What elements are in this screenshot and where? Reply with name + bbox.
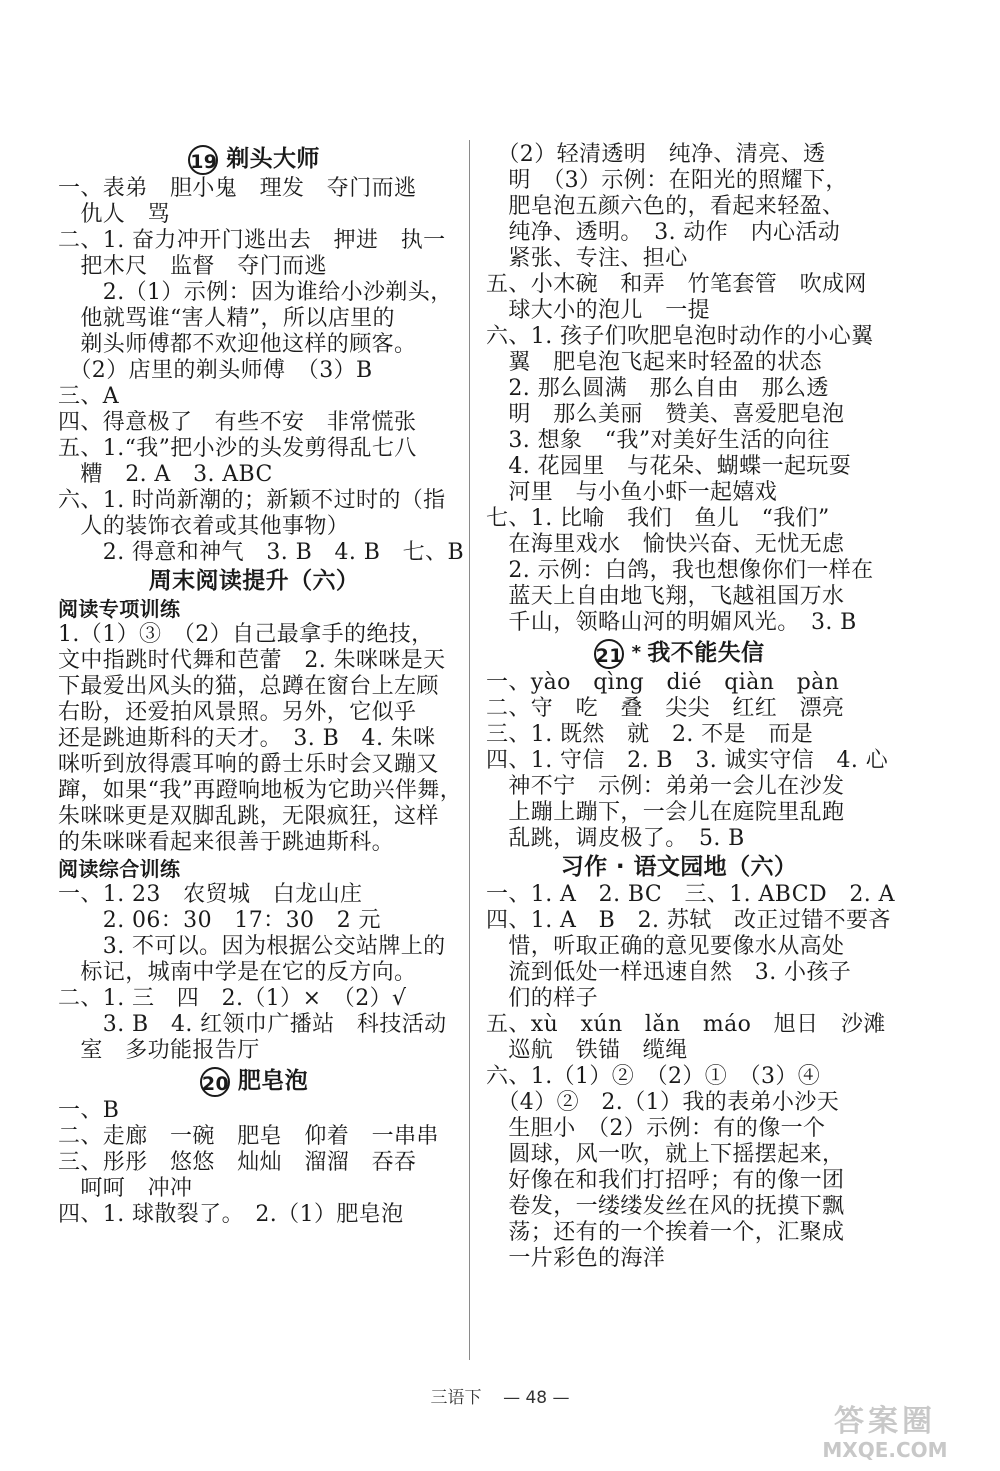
answer-line: （2）轻清透明 纯净、清亮、透	[486, 142, 826, 167]
answer-line: 一片彩色的海洋	[486, 1246, 666, 1271]
answer-line: 一、B	[58, 1098, 120, 1123]
answer-line: 四、得意极了 有些不安 非常慌张	[58, 410, 417, 435]
page-number: — 48 —	[503, 1388, 570, 1408]
answer-line: 糟 2. A 3. ABC	[58, 462, 273, 487]
answer-line: 球大小的泡儿 一提	[486, 298, 711, 323]
answer-line: 二、1. 三 四 2.（1）× （2）√	[58, 986, 407, 1011]
answer-line: 3. 想象 “我”对美好生活的向往	[486, 428, 830, 453]
answer-line: 三、彤彤 悠悠 灿灿 溜溜 吞吞	[58, 1150, 417, 1175]
answer-line: 六、1. 孩子们吹肥皂泡时动作的小心翼	[486, 324, 874, 349]
answer-line: 一、1. 23 农贸城 白龙山庄	[58, 882, 363, 907]
answer-line: 巡航 铁锚 缆绳	[486, 1038, 688, 1063]
answer-line: 还是跳迪斯科的天才。 3. B 4. 朱咪	[58, 726, 436, 751]
right-column	[486, 142, 895, 1272]
section-title	[58, 142, 450, 176]
answer-line: 在海里戏水 愉快兴奋、无忧无虑	[486, 532, 845, 557]
answer-line: 右盼，还爱拍风景照。另外，它似乎	[58, 700, 417, 725]
answer-line: 剃头师傅都不欢迎他这样的顾客。	[58, 332, 417, 357]
answer-line: 五、小木碗 和弄 竹笔套管 吹成网	[486, 272, 867, 297]
optional-lesson-mark: *	[631, 642, 642, 663]
answer-line: 河里 与小鱼小虾一起嬉戏	[486, 480, 778, 505]
answer-line: 二、守 吃 叠 尖尖 红红 漂亮	[486, 696, 845, 721]
answer-line: 三、A	[58, 384, 120, 409]
answer-line: 圆球，风一吹，就上下摇摆起来，	[486, 1142, 845, 1167]
answer-line: 2.（1）示例：因为谁给小沙剃头，	[58, 280, 453, 305]
answer-line: 生胆小 （2）示例：有的像一个	[486, 1116, 826, 1141]
section-title: 习作 · 语文园地（六）	[560, 854, 798, 880]
subsection-heading: 阅读综合训练	[58, 857, 181, 881]
answer-line: 上蹦上蹦下，一会儿在庭院里乱跑	[486, 800, 845, 825]
answer-line: 二、1. 奋力冲开门逃出去 押进 执一	[58, 228, 446, 253]
watermark-logo	[790, 1405, 980, 1465]
answer-line: 紧张、专注、担心	[486, 246, 688, 271]
answer-line: 咪听到放得震耳响的爵士乐时会又蹦又	[58, 752, 439, 777]
answer-line: 人的装饰衣着或其他事物）	[58, 514, 350, 539]
section-title-text: 肥皂泡	[237, 1068, 309, 1094]
answer-line: 2. 06：30 17：30 2 元	[58, 908, 381, 933]
answer-line: 好像在和我们打招呼；有的像一团	[486, 1168, 845, 1193]
subsection-heading: 阅读专项训练	[58, 597, 181, 621]
section-title	[58, 1064, 450, 1098]
section-title	[486, 636, 872, 670]
answer-line: 们的样子	[486, 986, 599, 1011]
answer-line: 肥皂泡五颜六色的，看起来轻盈、	[486, 194, 845, 219]
answer-line: 六、1.（1）② （2）① （3）④	[486, 1064, 821, 1089]
answer-line: 1.（1）③ （2）自己最拿手的绝技，	[58, 622, 434, 647]
answer-line: 3. 不可以。因为根据公交站牌上的	[58, 934, 446, 959]
answer-line: 二、走廊 一碗 肥皂 仰着 一串串	[58, 1124, 439, 1149]
answer-line: 朱咪咪更是双脚乱跳，无限疯狂，这样	[58, 804, 439, 829]
answer-line: 流到低处一样迅速自然 3. 小孩子	[486, 960, 852, 985]
answer-line: 翼 肥皂泡飞起来时轻盈的状态	[486, 350, 823, 375]
answer-line: 2. 得意和神气 3. B 4. B 七、B	[58, 540, 465, 565]
section-title: 周末阅读提升（六）	[148, 568, 360, 594]
section-title-text: 我不能失信	[647, 640, 765, 666]
answer-line: 3. B 4. 红领巾广播站 科技活动	[58, 1012, 447, 1037]
answer-line: 室 多功能报告厅	[58, 1038, 260, 1063]
answer-line: 乱跳，调皮极了。 5. B	[486, 826, 745, 851]
answer-line: 他就骂谁“害人精”，所以店里的	[58, 306, 395, 331]
answer-line: 文中指跳时代舞和芭蕾 2. 朱咪咪是天	[58, 648, 446, 673]
answer-line: （2）店里的剃头师傅 （3）B	[58, 358, 373, 383]
answer-line: 惜，听取正确的意见要像水从高处	[486, 934, 845, 959]
answer-line: 四、1. 守信 2. B 3. 诚实守信 4. 心	[486, 748, 889, 773]
answer-line: 四、1. 球散裂了。 2.（1）肥皂泡	[58, 1202, 404, 1227]
section-number: 19	[188, 145, 218, 175]
answer-line: 三、1. 既然 就 2. 不是 而是	[486, 722, 814, 747]
answer-line: 4. 花园里 与花朵、蝴蝶一起玩耍	[486, 454, 852, 479]
footer-label: 三语下	[430, 1388, 482, 1408]
watermark-brand: 答案圈	[834, 1404, 936, 1439]
column-divider	[469, 140, 470, 1360]
answer-line: 四、1. A B 2. 苏轼 改正过错不要吝	[486, 908, 891, 933]
answer-line: 标记，城南中学是在它的反方向。	[58, 960, 417, 985]
answer-line: （4）② 2.（1）我的表弟小沙天	[486, 1090, 840, 1115]
answer-line: 2. 示例：白鸽，我也想像你们一样在	[486, 558, 874, 583]
watermark-url: MXQE.COM	[822, 1438, 948, 1462]
answer-line: 六、1. 时尚新潮的；新颖不过时的（指	[58, 488, 446, 513]
answer-line: 纯净、透明。 3. 动作 内心活动	[486, 220, 841, 245]
answer-line: 蹿，如果“我”再蹬响地板为它助兴伴舞，	[58, 778, 463, 803]
answer-line: 呵呵 冲冲	[58, 1176, 193, 1201]
answer-line: 2. 那么圆满 那么自由 那么透	[486, 376, 829, 401]
answer-line: 把木尺 监督 夺门而逃	[58, 254, 327, 279]
answer-line: 五、1.“我”把小沙的头发剪得乱七八	[58, 436, 417, 461]
answer-line: 卷发，一缕缕发丝在风的抚摸下飘	[486, 1194, 845, 1219]
answer-line: 荡；还有的一个挨着一个，汇聚成	[486, 1220, 845, 1245]
left-column	[58, 142, 465, 1228]
section-number: 20	[200, 1067, 230, 1097]
answer-line: 明 （3）示例：在阳光的照耀下，	[486, 168, 848, 193]
answer-line: 神不宁 示例：弟弟一会儿在沙发	[486, 774, 845, 799]
answer-line: 一、表弟 胆小鬼 理发 夺门而逃	[58, 176, 417, 201]
answer-line: 七、1. 比喻 我们 鱼儿 “我们”	[486, 506, 830, 531]
section-number: 21	[594, 639, 624, 669]
answer-line: 的朱咪咪看起来很善于跳迪斯科。	[58, 830, 395, 855]
answer-line: 仇人 骂	[58, 202, 171, 227]
answer-line: 五、xù xún lǎn máo 旭日 沙滩	[486, 1012, 886, 1037]
answer-line: 一、yào qìng dié qiàn pàn	[486, 670, 840, 695]
answer-line: 下最爱出风头的猫，总蹲在窗台上左顾	[58, 674, 439, 699]
answer-line: 一、1. A 2. BC 三、1. ABCD 2. A	[486, 882, 895, 907]
answer-line: 蓝天上自由地飞翔，飞越祖国万水	[486, 584, 845, 609]
section-title-text: 剃头大师	[226, 146, 320, 172]
answer-line: 明 那么美丽 赞美、喜爱肥皂泡	[486, 402, 845, 427]
answer-line: 千山，领略山河的明媚风光。 3. B	[486, 610, 857, 635]
